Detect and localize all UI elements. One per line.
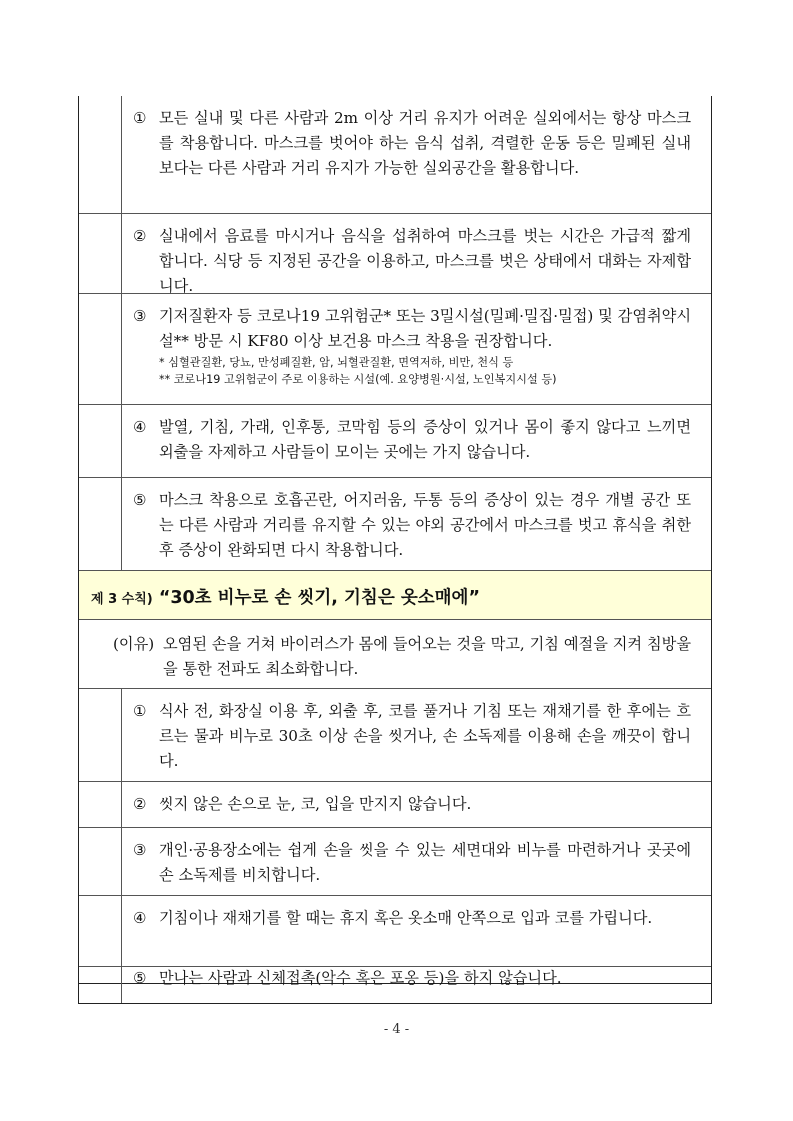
rule3-item-5: ⑤ 만나는 사람과 신체접촉(악수 혹은 포옹 등)을 하지 않습니다.	[78, 955, 712, 1004]
item-text: 마스크 착용으로 호흡곤란, 어지러움, 두통 등의 증상이 있는 경우 개별 공간 또는 다른 사람과 거리를 유지할 수 있는 야외 공간에서 마스크를 벗고 휴식을 취한 후 증상이 완화되면 다시 착용합니다.	[159, 491, 691, 559]
rule3-item-1: ① 식사 전, 화장실 이용 후, 외출 후, 코를 풀거나 기침 또는 재채기를 한 후에는 흐르는 물과 비누로 30초 이상 손을 씻거나, 손 소독제를 이용해 손을 깨끗이 합니다.	[79, 689, 711, 782]
item-text: 만나는 사람과 신체접촉(악수 혹은 포옹 등)을 하지 않습니다.	[159, 969, 562, 987]
footnote: * 심혈관질환, 당뇨, 만성폐질환, 암, 뇌혈관질환, 면역저하, 비만, 천식 등	[159, 356, 514, 369]
rule3-item-4: ④ 기침이나 재채기를 할 때는 휴지 혹은 옷소매 안쪽으로 입과 코를 가립니다.	[79, 896, 711, 967]
rule3-header	[79, 570, 711, 620]
footnote: ** 코로나19 고위험군이 주로 이용하는 시설(예. 요양병원·시설, 노인복지시설 등)	[159, 373, 557, 386]
page-number: - 4 -	[383, 1022, 410, 1037]
item-text: 식사 전, 화장실 이용 후, 외출 후, 코를 풀거나 기침 또는 재채기를 한 후에는 흐르는 물과 비누로 30초 이상 손을 씻거나, 손 소독제를 이용해 손을 깨끗이 합니다.	[159, 702, 691, 770]
reason-text: 오염된 손을 거쳐 바이러스가 몸에 들어오는 것을 막고, 기침 예절을 지켜 침방울을 통한 전파도 최소화합니다.	[163, 635, 691, 678]
rule3-item-3: ③ 개인·공용장소에는 쉽게 손을 씻을 수 있는 세면대와 비누를 마련하거나 곳곳에 손 소독제를 비치합니다.	[79, 828, 711, 896]
rule-label: 제 3 수칙)	[91, 592, 153, 607]
item-text: 씻지 않은 손으로 눈, 코, 입을 만지지 않습니다.	[159, 795, 472, 813]
rule2-item-3: ③ 기저질환자 등 코로나19 고위험군* 또는 3밀시설(밀폐·밀집·밀접) 및 감염취약시설** 방문 시 KF80 이상 보건용 마스크 착용을 권장합니다. * 심혈관질환, 당뇨, 만성폐질환, 암, 뇌혈관질환, 면역저하, 비만, 천식 등 ** 코로나19 고위험군이 주로 이용하는 시설(예. 요양병원·시설, 노인복지시설 등)	[79, 294, 711, 405]
item-text: 실내에서 음료를 마시거나 음식을 섭취하여 마스크를 벗는 시간은 가급적 짧게 합니다. 식당 등 지정된 공간을 이용하고, 마스크를 벗은 상태에서 대화는 자제합니다.	[159, 227, 691, 295]
rule3-reason	[79, 620, 711, 689]
item-text: 기저질환자 등 코로나19 고위험군* 또는 3밀시설(밀폐·밀집·밀접) 및 감염취약시설** 방문 시 KF80 이상 보건용 마스크 착용을 권장합니다.	[159, 307, 692, 350]
rule3-item-2: ② 씻지 않은 손으로 눈, 코, 입을 만지지 않습니다.	[79, 782, 711, 828]
item-text: 모든 실내 및 다른 사람과 2m 이상 거리 유지가 어려운 실외에서는 항상 마스크를 착용합니다. 마스크를 벗어야 하는 음식 섭취, 격렬한 운동 등은 밀폐된 실내보다는 다른 사람과 거리 유지가 가능한 실외공간을 활용합니다.	[159, 109, 691, 177]
rule2-item-4: ④ 발열, 기침, 가래, 인후통, 코막힘 등의 증상이 있거나 몸이 좋지 않다고 느끼면 외출을 자제하고 사람들이 모이는 곳에는 가지 않습니다.	[79, 405, 711, 478]
reason-label: (이유)	[113, 635, 155, 653]
rule-title: “30초 비누로 손 씻기, 기침은 옷소매에”	[158, 588, 480, 608]
item-text: 개인·공용장소에는 쉽게 손을 씻을 수 있는 세면대와 비누를 마련하거나 곳곳에 손 소독제를 비치합니다.	[159, 841, 691, 884]
rule2-item-2: ② 실내에서 음료를 마시거나 음식을 섭취하여 마스크를 벗는 시간은 가급적 짧게 합니다. 식당 등 지정된 공간을 이용하고, 마스크를 벗은 상태에서 대화는 자제합니다.	[79, 214, 711, 294]
document-frame	[78, 96, 712, 984]
rule2-item-1: ① 모든 실내 및 다른 사람과 2m 이상 거리 유지가 어려운 실외에서는 항상 마스크를 착용합니다. 마스크를 벗어야 하는 음식 섭취, 격렬한 운동 등은 밀폐된 실내보다는 다른 사람과 거리 유지가 가능한 실외공간을 활용합니다.	[79, 96, 711, 214]
rule2-item-5: ⑤ 마스크 착용으로 호흡곤란, 어지러움, 두통 등의 증상이 있는 경우 개별 공간 또는 다른 사람과 거리를 유지할 수 있는 야외 공간에서 마스크를 벗고 휴식을 취한 후 증상이 완화되면 다시 착용합니다.	[79, 478, 711, 570]
item-text: 기침이나 재채기를 할 때는 휴지 혹은 옷소매 안쪽으로 입과 코를 가립니다.	[159, 909, 653, 927]
item-text: 발열, 기침, 가래, 인후통, 코막힘 등의 증상이 있거나 몸이 좋지 않다고 느끼면 외출을 자제하고 사람들이 모이는 곳에는 가지 않습니다.	[159, 418, 691, 461]
